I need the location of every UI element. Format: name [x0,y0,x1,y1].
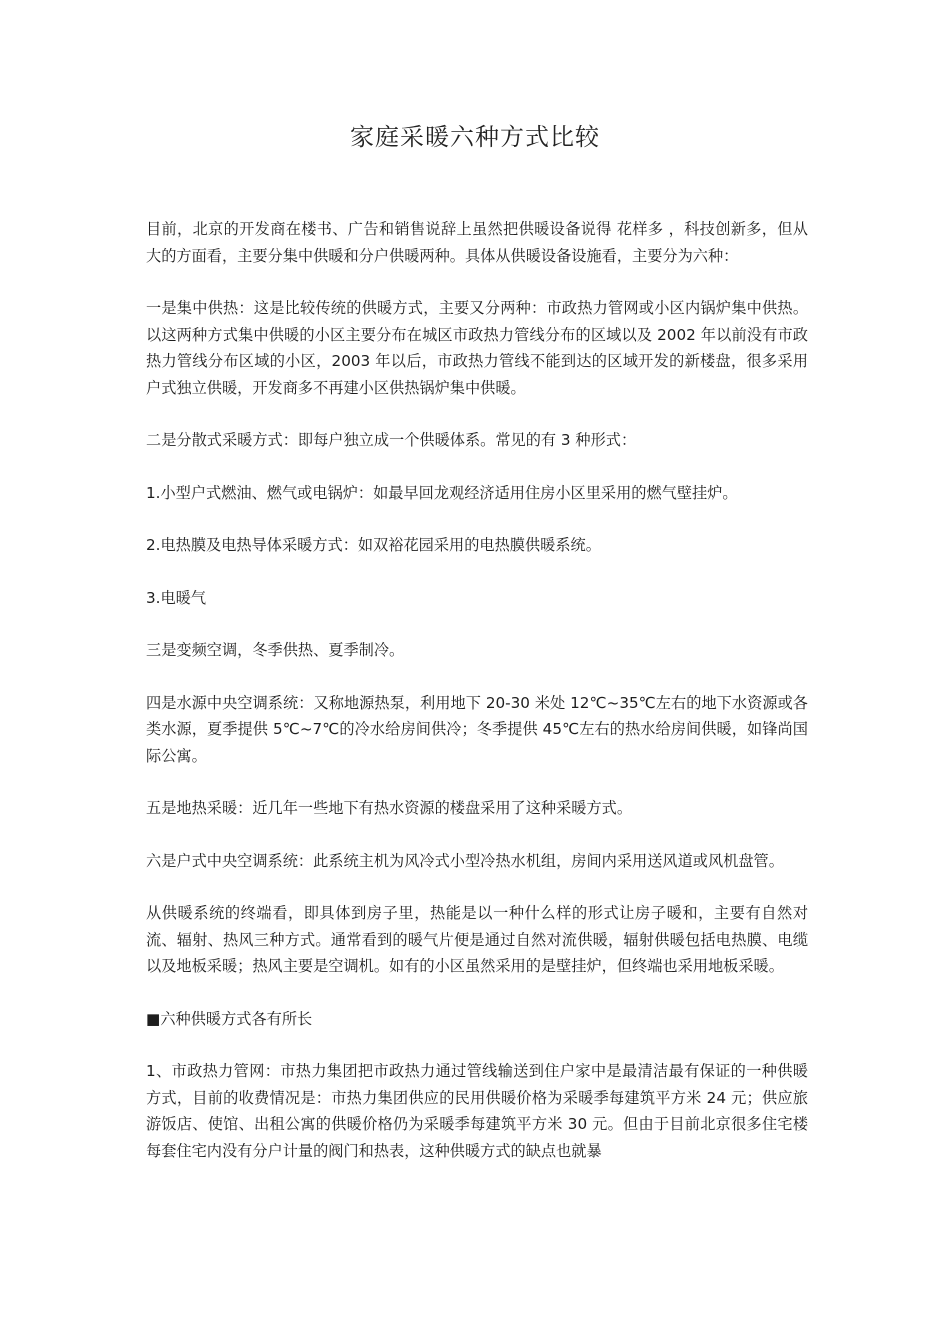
paragraph-item-3: 3.电暖气 [146,588,207,607]
paragraph-item-2: 2.电热膜及电热导体采暖方式：如双裕花园采用的电热膜供暖系统。 [146,536,601,554]
paragraph-distributed-heating: 二是分散式采暖方式：即每户独立成一个供暖体系。常见的有 3 种形式： [146,431,637,449]
paragraph-terminal-methods: 从供暖系统的终端看，即具体到房子里，热能是以一种什么样的形式让房子暖和，主要有自然对流、辐射、热风三种方式。通常看到的暖气片便是通过自然对流供暖，辐射供暖包括电热膜、电缆以及地板采暖；热风主要是空调机。如有的小区虽然采用的是壁挂炉，但终端也采用地板采暖。 [146,904,808,975]
paragraph-item-1: 1.小型户式燃油、燃气或电锅炉：如最早回龙观经济适用住房小区里采用的燃气壁挂炉。 [146,483,738,502]
paragraph-central-heating: 一是集中供热：这是比较传统的供暖方式，主要又分两种：市政热力管网或小区内锅炉集中供热。以这两种方式集中供暖的小区主要分布在城区市政热力管线分布的区域以及 2002 年以前没有市政热力管线分布区域的小区，2003 年以后，市政热力管线不能到达的区域开发的新楼盘，很多采用户式独立供暖，开发商多不再建小区供热锅炉集中供暖。 [146,299,808,397]
paragraph-water-source: 四是水源中央空调系统：又称地源热泵，利用地下 20-30 米处 12℃~35℃左右的地下水资源或各类水源，夏季提供 5℃~7℃的冷水给房间供冷；冬季提供 45℃左右的热水给房间供暖，如锋尚国际公寓。 [146,693,808,765]
paragraph-household-central-ac: 六是户式中央空调系统：此系统主机为风冷式小型冷热水机组，房间内采用送风道或风机盘管。 [146,851,784,870]
document-title: 家庭采暖六种方式比较 [350,123,600,151]
paragraph-municipal-network: 1、市政热力管网：市热力集团把市政热力通过管线输送到住户家中是最清洁最有保证的一种供暖方式，目前的收费情况是：市热力集团供应的民用供暖价格为采暖季每建筑平方米 24 元；供应旅游饭店、使馆、出租公寓的供暖价格仍为采暖季每建筑平方米 30 元。但由于目前北京很多住宅楼每套住宅内没有分户计量的阀门和热表，这种供暖方式的缺点也就暴 [146,1062,808,1160]
paragraph-intro: 目前，北京的开发商在楼书、广告和销售说辞上虽然把供暖设备说得 花样多 ，科技创新多，但从大的方面看，主要分集中供暖和分户供暖两种。具体从供暖设备设施看，主要分为六种： [146,220,808,265]
paragraph-inverter-ac: 三是变频空调，冬季供热、夏季制冷。 [146,641,405,659]
document-body [146,216,808,1190]
paragraph-geothermal: 五是地热采暖：近几年一些地下有热水资源的楼盘采用了这种采暖方式。 [146,799,632,817]
section-heading: ■六种供暖方式各有所长 [146,1009,313,1028]
